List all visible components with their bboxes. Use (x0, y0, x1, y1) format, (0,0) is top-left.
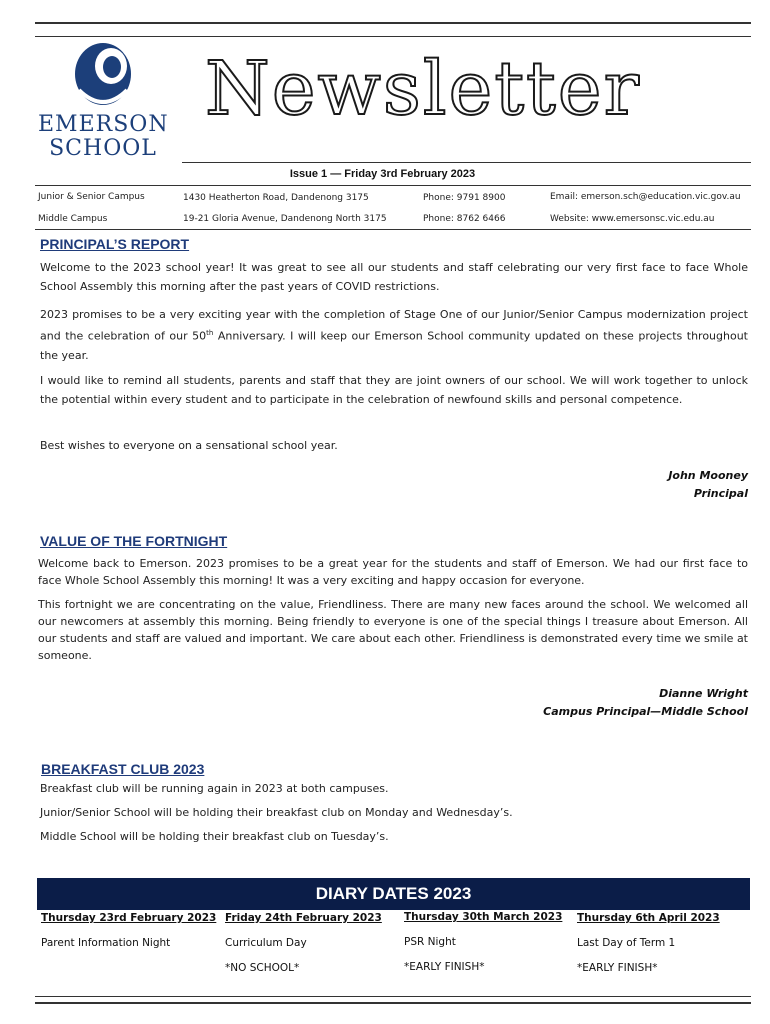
value-sig-title: Campus Principal—Middle School (543, 705, 748, 718)
diary-col-4 (577, 912, 720, 987)
campus-address-1: 1430 Heatherton Road, Dandenong 3175 (183, 193, 369, 203)
diary-note-3: *EARLY FINISH* (404, 961, 485, 973)
principal-sig-title: Principal (693, 487, 748, 500)
campus-email[interactable]: Email: emerson.sch@education.vic.gov.au (550, 192, 741, 202)
value-paragraph-1: Welcome back to Emerson. 2023 promises to be a great year for the students and staff of Emerson. We had our first face to face Whole School Assembly this morning! It was a very exciting and happy occasion for everyone. (38, 557, 748, 587)
campus-name-1: Junior & Senior Campus (38, 192, 145, 202)
bottom-rule-thin (35, 996, 751, 997)
campus-address-2: 19-21 Gloria Avenue, Dandenong North 3175 (183, 214, 387, 224)
principal-paragraph-3: I would like to remind all students, parents and staff that they are joint owners of our school. We will work together to unlock the potential within every student and to participate in the celebration of newfound skills and personal competence. (40, 374, 748, 406)
diary-date-1: Thursday 23rd February 2023 (41, 912, 217, 924)
school-name-line1: EMERSON (38, 112, 169, 137)
diary-event-3: PSR Night (404, 936, 456, 948)
school-name-line2: SCHOOL (49, 136, 157, 161)
bottom-rule-thick (35, 1002, 751, 1004)
info-rule-bottom (35, 229, 751, 230)
principal-paragraph-4: Best wishes to everyone on a sensational school year. (40, 439, 338, 452)
principal-paragraph-2-sup: th (206, 329, 214, 337)
top-rule-thick (35, 22, 751, 24)
breakfast-heading: BREAKFAST CLUB 2023 (41, 761, 205, 777)
principal-paragraph-1: Welcome to the 2023 school year! It was great to see all our students and staff celebrating our very first face to face Whole School Assembly this morning after the past years of COVID restrictions. (40, 261, 748, 293)
principal-sig-name: John Mooney (668, 469, 748, 482)
diary-event-4: Last Day of Term 1 (577, 937, 676, 949)
value-sig-name: Dianne Wright (659, 687, 748, 700)
campus-name-2: Middle Campus (38, 214, 108, 224)
diary-col-2 (225, 912, 382, 987)
value-heading: VALUE OF THE FORTNIGHT (40, 533, 228, 549)
diary-date-2: Friday 24th February 2023 (225, 912, 382, 924)
principal-paragraph-2-a: 2023 promises to be a very exciting year with the completion of Stage One of our Junior/Senior Campus modernization project and the celebration of our 50 (40, 308, 748, 343)
campus-phone-2: Phone: 8762 6466 (423, 214, 506, 224)
campus-website[interactable]: Website: www.emersonsc.vic.edu.au (550, 214, 715, 224)
principal-paragraph-2-b: Anniversary. I will keep our Emerson School community updated on these projects throughout the year. (40, 329, 748, 362)
newsletter-title: Newsletter (205, 46, 641, 132)
breakfast-paragraph-2: Junior/Senior School will be holding their breakfast club on Monday and Wednesday’s. (40, 806, 513, 819)
masthead-rule (182, 162, 751, 163)
value-paragraph-2: This fortnight we are concentrating on the value, Friendliness. There are many new faces around the school. We welcomed all our newcomers at assembly this morning. Being friendly to everyone is one of the special things I treasure about Emerson. All our students and staff are valued and important. We care about each other. Friendliness is demonstrated every time we smile at someone. (38, 598, 748, 662)
diary-col-1 (41, 912, 216, 962)
emerson-emblem-icon (38, 40, 168, 112)
breakfast-paragraph-1: Breakfast club will be running again in 2023 at both campuses. (40, 782, 389, 795)
principal-paragraph-2 (40, 305, 748, 365)
info-rule-top (35, 185, 751, 186)
diary-note-4: *EARLY FINISH* (577, 962, 658, 974)
campus-phone-1: Phone: 9791 8900 (423, 193, 506, 203)
diary-col-3 (404, 911, 562, 986)
school-logo (38, 40, 168, 165)
breakfast-paragraph-3: Middle School will be holding their breakfast club on Tuesday’s. (40, 830, 389, 843)
diary-banner: DIARY DATES 2023 (37, 878, 750, 910)
top-rule-thin (35, 36, 751, 37)
diary-event-1: Parent Information Night (41, 937, 171, 949)
principal-signature (400, 467, 748, 503)
diary-date-4: Thursday 6th April 2023 (577, 912, 720, 924)
diary-event-2: Curriculum Day (225, 937, 307, 949)
diary-note-2: *NO SCHOOL* (225, 962, 300, 974)
diary-date-3: Thursday 30th March 2023 (404, 911, 563, 923)
value-signature (400, 685, 748, 721)
principal-report-heading: PRINCIPAL’S REPORT (40, 236, 190, 252)
issue-line: Issue 1 — Friday 3rd February 2023 (289, 168, 476, 180)
